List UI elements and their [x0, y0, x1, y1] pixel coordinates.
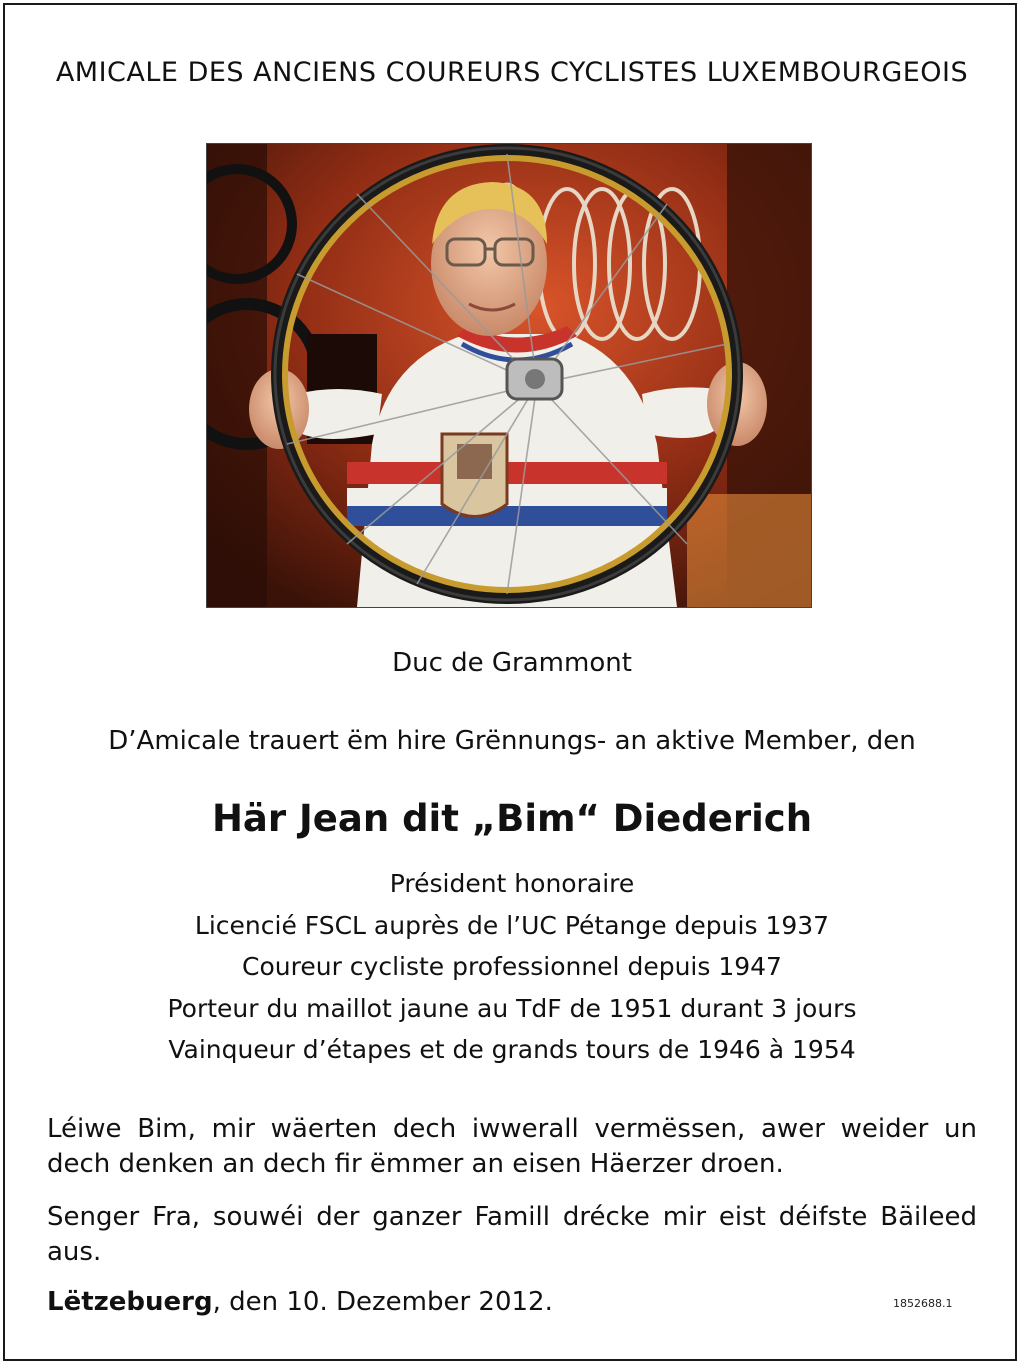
organization-heading: AMICALE DES ANCIENS COUREURS CYCLISTES LUXEMBOURGEOIS	[55, 57, 969, 88]
intro-line: D’Amicale trauert ëm hire Grënnungs- an aktive Member, den	[108, 726, 916, 756]
condolence-paragraph: Senger Fra, souwéi der ganzer Famill drécke mir eist déifste Bäileed aus.	[47, 1202, 977, 1267]
title-item: Porteur du maillot jaune au TdF de 1951 durant 3 jours	[167, 993, 857, 1023]
place-date-line	[47, 1284, 553, 1320]
farewell-paragraph: Léiwe Bim, mir wäerten dech iwwerall vermëssen, awer weider un dech denken an dech fir ëmmer an eisen Häerzer droen.	[47, 1114, 977, 1179]
date-text: , den 10. Dezember 2012.	[212, 1287, 553, 1317]
reference-number: 1852688.1	[893, 1297, 953, 1310]
deceased-name: Här Jean dit „Bim“ Diederich	[211, 797, 813, 840]
titles-list	[0, 866, 1024, 1074]
title-item: Licencié FSCL auprès de l’UC Pétange depuis 1937	[194, 910, 830, 940]
portrait-photo	[206, 143, 812, 608]
title-item: Vainqueur d’étapes et de grands tours de 1946 à 1954	[168, 1035, 856, 1064]
title-item: Coureur cycliste professionnel depuis 1947	[242, 952, 782, 981]
title-item: Président honoraire	[389, 869, 635, 898]
place-name: Lëtzebuerg	[47, 1287, 213, 1317]
photo-caption: Duc de Grammont	[392, 648, 632, 678]
